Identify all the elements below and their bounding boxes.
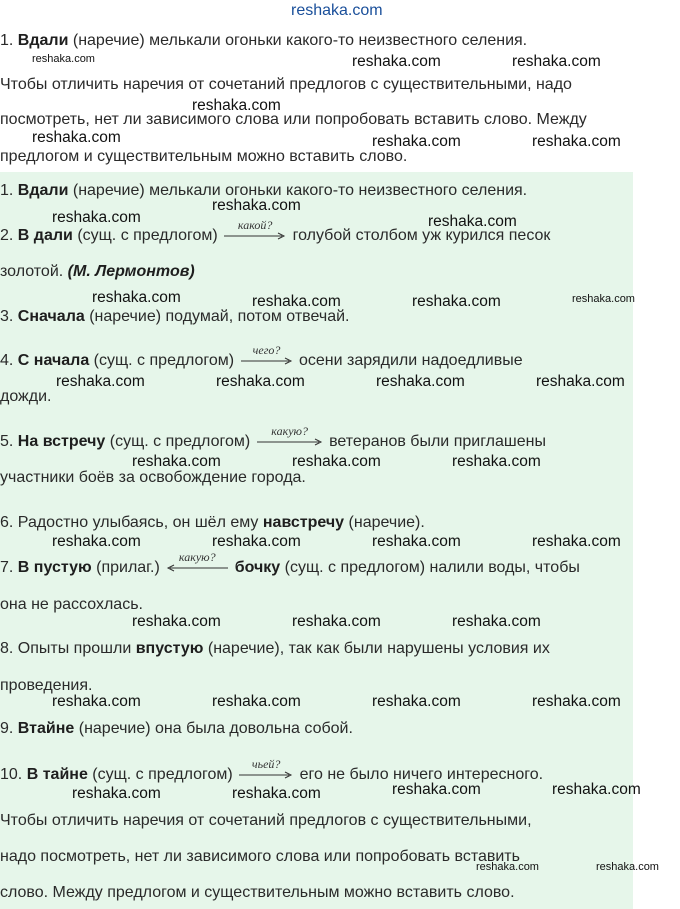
item-7-continuation: она не рассохлась.	[0, 596, 143, 613]
question-label: какой?	[237, 217, 273, 232]
left-arrow-icon	[166, 549, 228, 572]
outro-line: Чтобы отличить наречия от сочетаний предлогов с существительными,	[0, 812, 532, 829]
watermark: reshaka.com	[452, 453, 541, 470]
watermark: reshaka.com	[52, 693, 141, 710]
watermark: reshaka.com	[192, 97, 281, 114]
keyword: В пустую	[17, 559, 92, 576]
outro-line: надо посмотреть, нет ли зависимого слова или попробовать вставить	[0, 848, 520, 865]
intro-line-1: 1. Вдали (наречие) мелькали огоньки какого-то неизвестного селения.	[0, 32, 528, 49]
watermark: reshaka.com	[428, 213, 517, 230]
watermark: reshaka.com	[212, 693, 301, 710]
watermark: reshaka.com	[292, 453, 381, 470]
watermark: reshaka.com	[252, 293, 341, 310]
keyword: Сначала	[17, 308, 85, 325]
item-5-continuation: участники боёв за освобождение города.	[0, 469, 306, 486]
watermark: reshaka.com	[52, 209, 141, 226]
watermark: reshaka.com	[56, 373, 145, 390]
watermark: reshaka.com	[212, 533, 301, 550]
watermark: reshaka.com	[552, 781, 641, 798]
outro-line: слово. Между предлогом и существительным можно вставить слово.	[0, 884, 515, 901]
keyword: Вдали	[17, 182, 69, 199]
item-4-continuation: дожди.	[0, 388, 52, 405]
watermark: reshaka.com	[32, 53, 95, 65]
watermark: reshaka.com	[532, 133, 621, 150]
watermark: reshaka.com	[512, 53, 601, 70]
watermark: reshaka.com	[72, 785, 161, 802]
intro-paragraph-line: Чтобы отличить наречия от сочетаний предлогов с существительными, надо	[0, 76, 572, 93]
item-6: 6. Радостно улыбаясь, он шёл ему навстречу (наречие).	[0, 514, 425, 531]
intro-keyword: Вдали	[17, 32, 69, 49]
intro-paragraph-line: предлогом и существительным можно вставить слово.	[0, 148, 408, 165]
watermark: reshaka.com	[292, 613, 381, 630]
item-4: 4. С начала (сущ. с предлогом) чего? осени зарядили надоедливые	[0, 342, 523, 369]
watermark: reshaka.com	[532, 533, 621, 550]
watermark: reshaka.com	[52, 533, 141, 550]
watermark: reshaka.com	[372, 693, 461, 710]
watermark: reshaka.com	[352, 53, 441, 70]
item-2-continuation: золотой. (М. Лермонтов)	[0, 263, 195, 280]
watermark: reshaka.com	[392, 781, 481, 798]
watermark: reshaka.com	[32, 129, 121, 146]
watermark: reshaka.com	[132, 453, 221, 470]
item-1: 1. Вдали (наречие) мелькали огоньки какого-то неизвестного селения.	[0, 182, 528, 199]
watermark: reshaka.com	[596, 861, 659, 873]
item-3: 3. Сначала (наречие) подумай, потом отвечай.	[0, 308, 350, 325]
watermark: reshaka.com	[92, 289, 181, 306]
watermark: reshaka.com	[216, 373, 305, 390]
site-header-link[interactable]: reshaka.com	[291, 2, 383, 19]
question-label: какую?	[178, 549, 216, 564]
right-arrow-icon	[257, 423, 323, 446]
keyword: впустую	[135, 640, 204, 657]
watermark: reshaka.com	[452, 613, 541, 630]
right-arrow-icon	[224, 217, 286, 240]
keyword: бочку	[234, 559, 281, 576]
question-label: чьей?	[251, 756, 281, 771]
keyword: В дали	[17, 227, 73, 244]
watermark: reshaka.com	[572, 293, 635, 305]
watermark: reshaka.com	[536, 373, 625, 390]
keyword: навстречу	[262, 514, 345, 531]
watermark: reshaka.com	[132, 613, 221, 630]
watermark: reshaka.com	[372, 533, 461, 550]
watermark: reshaka.com	[412, 293, 501, 310]
item-8-continuation: проведения.	[0, 677, 93, 694]
watermark: reshaka.com	[232, 785, 321, 802]
watermark: reshaka.com	[532, 693, 621, 710]
item-10: 10. В тайне (сущ. с предлогом) чьей? его не было ничего интересного.	[0, 756, 544, 783]
watermark: reshaka.com	[476, 861, 539, 873]
item-7: 7. В пустую (прилаг.) какую? бочку (сущ. с предлогом) налили воды, чтобы	[0, 549, 580, 576]
question-label: чего?	[252, 342, 281, 357]
keyword: С начала	[17, 352, 90, 369]
right-arrow-icon	[239, 756, 293, 779]
intro-paragraph-line: посмотреть, нет ли зависимого слова или попробовать вставить слово. Между	[0, 111, 587, 128]
watermark: reshaka.com	[376, 373, 465, 390]
watermark: reshaka.com	[372, 133, 461, 150]
keyword: На встречу	[17, 433, 106, 450]
keyword: Втайне	[17, 720, 75, 737]
right-arrow-icon	[241, 342, 293, 365]
question-label: какую?	[271, 423, 308, 438]
watermark: reshaka.com	[212, 197, 301, 214]
item-9: 9. Втайне (наречие) она была довольна собой.	[0, 720, 353, 737]
item-2: 2. В дали (сущ. с предлогом) какой? голубой столбом уж курился песок	[0, 217, 551, 244]
item-8: 8. Опыты прошли впустую (наречие), так как были нарушены условия их	[0, 640, 550, 657]
item-5: 5. На встречу (сущ. с предлогом) какую? ветеранов были приглашены	[0, 423, 546, 450]
keyword: В тайне	[26, 766, 88, 783]
